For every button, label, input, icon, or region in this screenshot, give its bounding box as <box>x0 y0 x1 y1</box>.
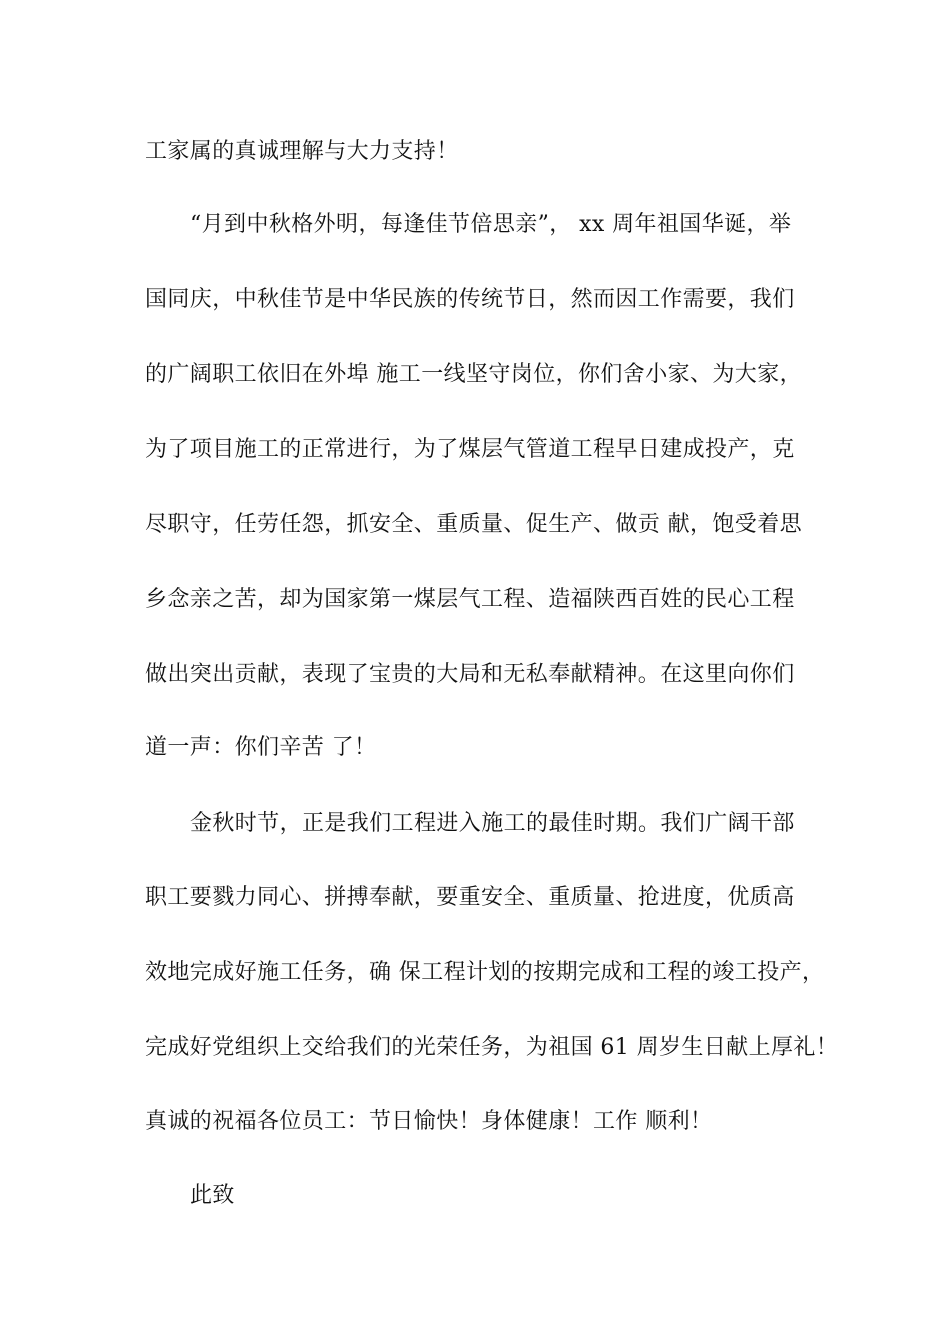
text-line: 国同庆，中秋佳节是中华民族的传统节日，然而因工作需要，我们 <box>145 287 795 312</box>
text-line: 道一声：你们辛苦 了！ <box>145 735 377 760</box>
text-line: 职工要戮力同心、拼搏奉献，要重安全、重质量、抢进度，优质高 <box>145 885 795 910</box>
text-line: 效地完成好施工任务，确 保工程计划的按期完成和工程的竣工投产， <box>145 960 825 985</box>
text-line: 为了项目施工的正常进行，为了煤层气管道工程早日建成投产，克 <box>145 437 795 462</box>
closing-salutation: 此致 <box>190 1183 235 1208</box>
text-line: 工家属的真诚理解与大力支持！ <box>145 139 459 164</box>
text-line: 做出突出贡献，表现了宝贵的大局和无私奉献精神。在这里向你们 <box>145 662 795 687</box>
text-line: 尽职守，任劳任怨，抓安全、重质量、促生产、做贡 献，饱受着思 <box>145 512 802 537</box>
text-line: 的广阔职工依旧在外埠 施工一线坚守岗位，你们舍小家、为大家， <box>145 362 802 387</box>
text-line: 真诚的祝福各位员工：节日愉快！身体健康！工作 顺利！ <box>145 1109 713 1134</box>
text-line: 乡念亲之苦，却为国家第一煤层气工程、造福陕西百姓的民心工程 <box>145 587 795 612</box>
paragraph-first-line: 金秋时节，正是我们工程进入施工的最佳时期。我们广阔干部 <box>190 811 795 836</box>
paragraph-first-line: “月到中秋格外明，每逢佳节倍思亲”， xx 周年祖国华诞，举 <box>190 212 792 237</box>
text-line: 完成好党组织上交给我们的光荣任务，为祖国 61 周岁生日献上厚礼！ <box>145 1035 839 1060</box>
